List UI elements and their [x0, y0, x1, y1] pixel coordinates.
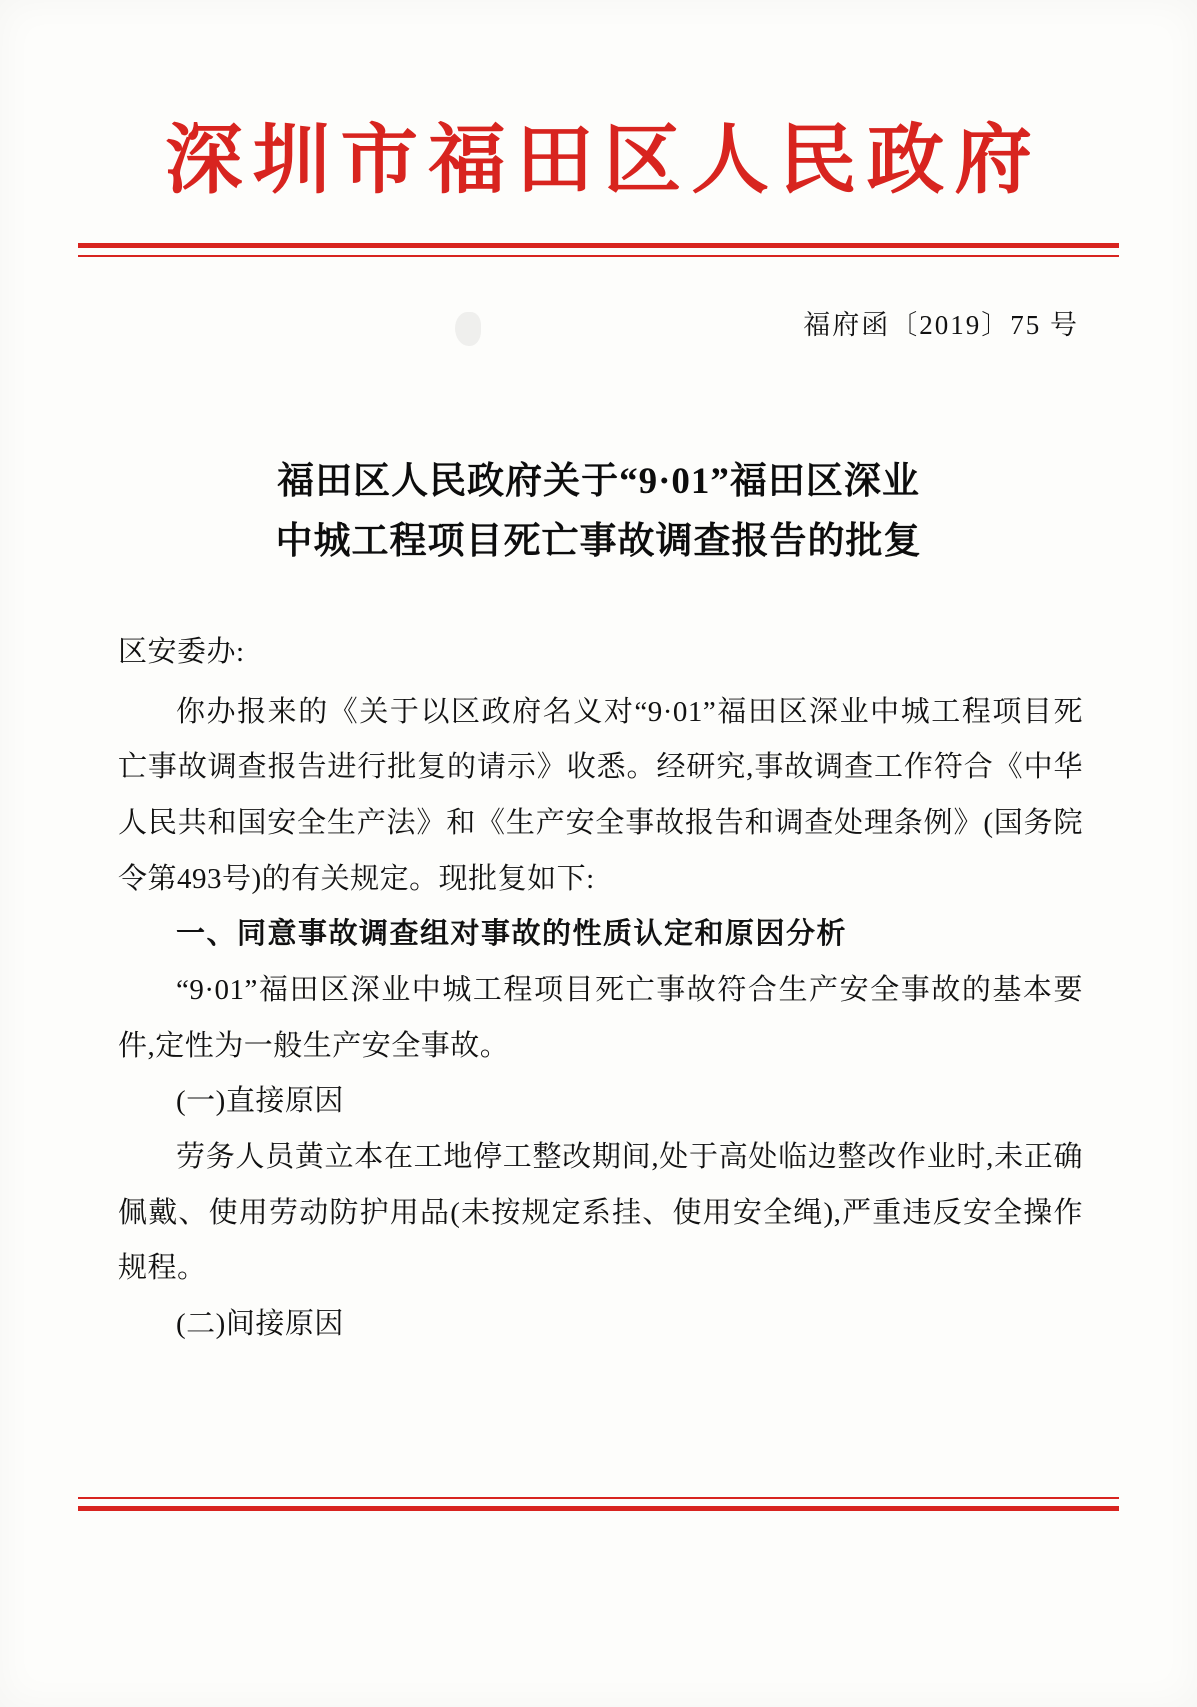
subsection-heading-2: (二)间接原因: [176, 1308, 344, 1341]
document-number: 福府函〔2019〕75 号: [803, 310, 1079, 340]
footer-rule-thin: [78, 1497, 1119, 1499]
scan-smudge: [455, 312, 481, 346]
document-body: [118, 625, 1083, 1353]
header-rule-group: [78, 243, 1119, 257]
footer-rule-group: [78, 1497, 1119, 1511]
header-rule-thin: [78, 255, 1119, 257]
section-heading-1: 一、同意事故调查组对事故的性质认定和原因分析: [176, 918, 848, 951]
page-title-line-2: 中城工程项目死亡事故调查报告的批复: [275, 520, 922, 562]
page-title-line-1: 福田区人民政府关于“9·01”福田区深业: [277, 461, 920, 502]
subsection-heading-1: (一)直接原因: [176, 1085, 344, 1118]
header-rule-thick: [78, 243, 1119, 248]
body-paragraph-1: 你办报来的《关于以区政府名义对“9·01”福田区深业中城工程项目死亡事故调查报告进行批复的请示》收悉。经研究,事故调查工作符合《中华人民共和国安全生产法》和《生产安全事故报告和调查处理条例》(国务院令第493号)的有关规定。现批复如下:: [118, 695, 1083, 895]
letterhead-organization: 深圳市福田区人民政府: [165, 115, 1043, 204]
footer-rule-thick: [78, 1506, 1119, 1511]
letterhead: [0, 115, 1197, 204]
section-1-paragraph: “9·01”福田区深业中城工程项目死亡事故符合生产安全事故的基本要件,定性为一般生产安全事故。: [118, 974, 1083, 1062]
subsection-1-paragraph: 劳务人员黄立本在工地停工整改期间,处于高处临边整改作业时,未正确佩戴、使用劳动防护用品(未按规定系挂、使用安全绳),严重违反安全操作规程。: [118, 1141, 1083, 1285]
page-title: [118, 452, 1079, 572]
salutation: 区安委办:: [118, 636, 245, 668]
